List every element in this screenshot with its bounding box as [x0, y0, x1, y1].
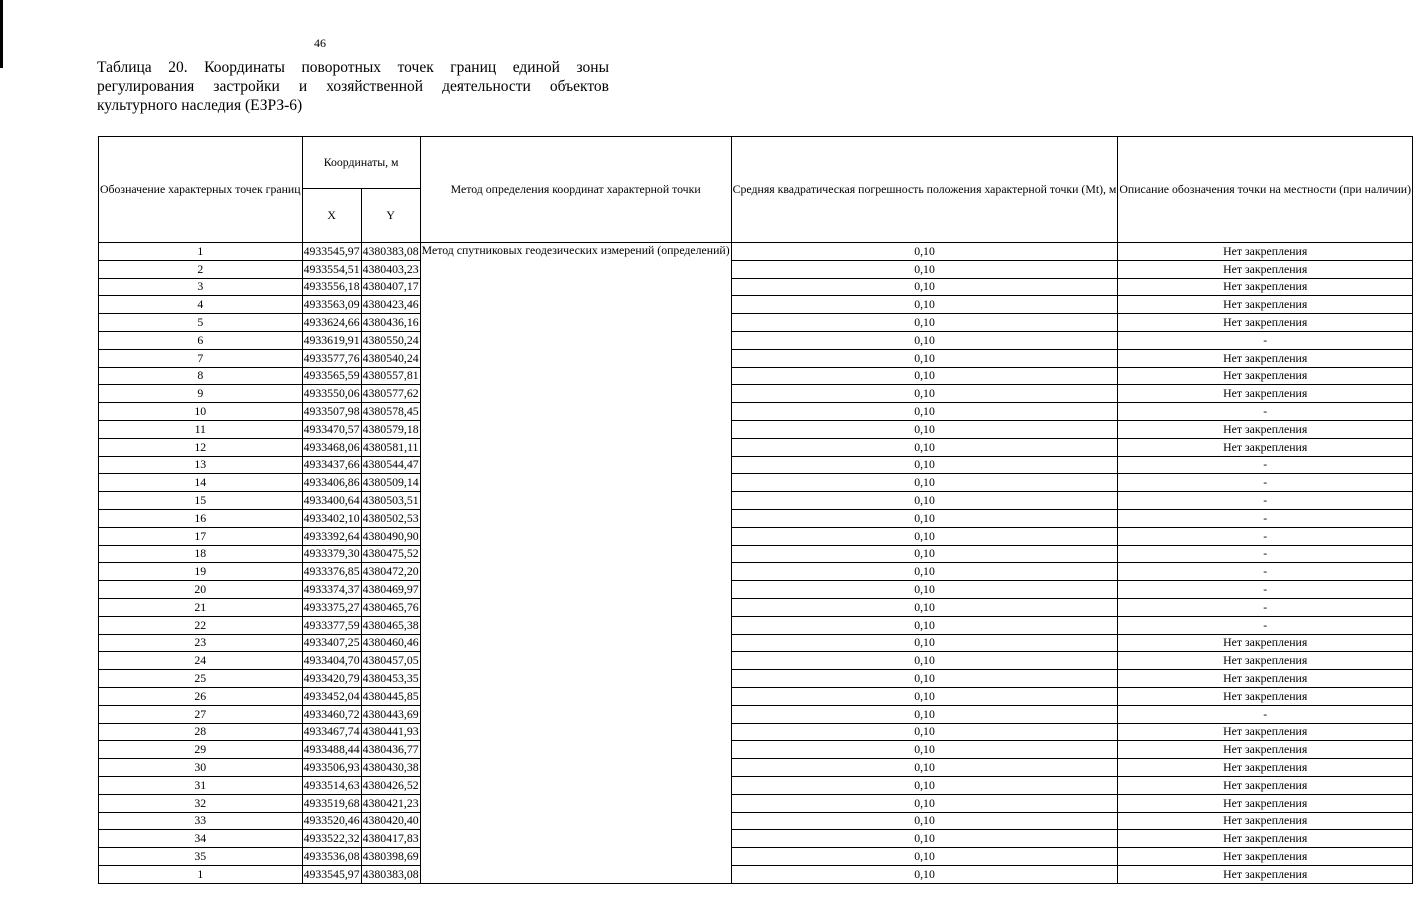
- cell-point: 13: [99, 456, 303, 474]
- header-method: Метод определения координат характерной точки: [420, 137, 731, 243]
- cell-y: 4380383,08: [361, 865, 420, 883]
- header-x: X: [302, 189, 361, 243]
- cell-x: 4933563,09: [302, 296, 361, 314]
- cell-point: 22: [99, 616, 303, 634]
- cell-error: 0,10: [731, 581, 1118, 599]
- table-row: [99, 260, 1413, 278]
- cell-x: 4933519,68: [302, 794, 361, 812]
- cell-description: Нет закрепления: [1118, 243, 1413, 261]
- cell-x: 4933514,63: [302, 776, 361, 794]
- cell-error: 0,10: [731, 634, 1118, 652]
- cell-error: 0,10: [731, 776, 1118, 794]
- cell-error: 0,10: [731, 759, 1118, 777]
- cell-description: -: [1118, 581, 1413, 599]
- binding-edge-line: [0, 0, 3, 68]
- cell-y: 4380577,62: [361, 385, 420, 403]
- cell-error: 0,10: [731, 385, 1118, 403]
- cell-point: 4: [99, 296, 303, 314]
- cell-description: -: [1118, 705, 1413, 723]
- cell-x: 4933545,97: [302, 243, 361, 261]
- cell-error: 0,10: [731, 545, 1118, 563]
- table-row: [99, 563, 1413, 581]
- cell-point: 7: [99, 349, 303, 367]
- cell-description: Нет закрепления: [1118, 314, 1413, 332]
- cell-x: 4933565,59: [302, 367, 361, 385]
- cell-error: 0,10: [731, 243, 1118, 261]
- cell-point: 9: [99, 385, 303, 403]
- cell-y: 4380441,93: [361, 723, 420, 741]
- cell-error: 0,10: [731, 687, 1118, 705]
- table-row: [99, 741, 1413, 759]
- cell-description: -: [1118, 403, 1413, 421]
- table-row: [99, 420, 1413, 438]
- table-row: [99, 509, 1413, 527]
- table-caption: Таблица 20. Координаты поворотных точек границ единой зоны регулирования застройки и хозяйственной деятельности объектов культурного наследия (ЕЗРЗ-6): [97, 59, 609, 114]
- cell-y: 4380578,45: [361, 403, 420, 421]
- header-description: Описание обозначения точки на местности (при наличии): [1118, 137, 1413, 243]
- cell-point: 27: [99, 705, 303, 723]
- cell-x: 4933407,25: [302, 634, 361, 652]
- table-row: [99, 314, 1413, 332]
- table-row: [99, 687, 1413, 705]
- cell-error: 0,10: [731, 260, 1118, 278]
- cell-y: 4380502,53: [361, 509, 420, 527]
- cell-error: 0,10: [731, 278, 1118, 296]
- cell-x: 4933452,04: [302, 687, 361, 705]
- page-number: 46: [314, 36, 326, 50]
- cell-point: 2: [99, 260, 303, 278]
- table-row: [99, 723, 1413, 741]
- cell-point: 29: [99, 741, 303, 759]
- cell-x: 4933536,08: [302, 848, 361, 866]
- cell-y: 4380436,77: [361, 741, 420, 759]
- cell-x: 4933522,32: [302, 830, 361, 848]
- cell-error: 0,10: [731, 670, 1118, 688]
- cell-error: 0,10: [731, 794, 1118, 812]
- cell-x: 4933468,06: [302, 438, 361, 456]
- cell-error: 0,10: [731, 848, 1118, 866]
- cell-description: Нет закрепления: [1118, 385, 1413, 403]
- cell-point: 5: [99, 314, 303, 332]
- cell-x: 4933377,59: [302, 616, 361, 634]
- cell-description: Нет закрепления: [1118, 652, 1413, 670]
- cell-y: 4380579,18: [361, 420, 420, 438]
- cell-error: 0,10: [731, 563, 1118, 581]
- cell-point: 3: [99, 278, 303, 296]
- table-row: [99, 616, 1413, 634]
- cell-description: Нет закрепления: [1118, 759, 1413, 777]
- cell-point: 1: [99, 865, 303, 883]
- cell-y: 4380469,97: [361, 581, 420, 599]
- cell-x: 4933406,86: [302, 474, 361, 492]
- cell-error: 0,10: [731, 509, 1118, 527]
- cell-description: Нет закрепления: [1118, 438, 1413, 456]
- cell-y: 4380509,14: [361, 474, 420, 492]
- table-row: [99, 527, 1413, 545]
- cell-method: Метод спутниковых геодезических измерений (определений): [420, 243, 731, 884]
- cell-description: Нет закрепления: [1118, 865, 1413, 883]
- cell-x: 4933520,46: [302, 812, 361, 830]
- cell-point: 30: [99, 759, 303, 777]
- cell-point: 14: [99, 474, 303, 492]
- header-y: Y: [361, 189, 420, 243]
- cell-y: 4380436,16: [361, 314, 420, 332]
- cell-description: Нет закрепления: [1118, 296, 1413, 314]
- cell-y: 4380465,76: [361, 598, 420, 616]
- cell-point: 16: [99, 509, 303, 527]
- cell-x: 4933374,37: [302, 581, 361, 599]
- cell-description: -: [1118, 331, 1413, 349]
- cell-y: 4380540,24: [361, 349, 420, 367]
- cell-error: 0,10: [731, 865, 1118, 883]
- cell-y: 4380417,83: [361, 830, 420, 848]
- cell-error: 0,10: [731, 492, 1118, 510]
- cell-y: 4380475,52: [361, 545, 420, 563]
- cell-y: 4380490,90: [361, 527, 420, 545]
- cell-description: Нет закрепления: [1118, 278, 1413, 296]
- table-row: [99, 865, 1413, 883]
- cell-description: -: [1118, 456, 1413, 474]
- cell-point: 10: [99, 403, 303, 421]
- cell-x: 4933420,79: [302, 670, 361, 688]
- table-row: [99, 403, 1413, 421]
- cell-error: 0,10: [731, 474, 1118, 492]
- table-row: [99, 243, 1413, 261]
- cell-y: 4380550,24: [361, 331, 420, 349]
- cell-point: 31: [99, 776, 303, 794]
- cell-x: 4933506,93: [302, 759, 361, 777]
- header-error: Средняя квадратическая погрешность положения характерной точки (Mt), м: [731, 137, 1118, 243]
- coordinates-table: [98, 136, 1413, 884]
- cell-x: 4933545,97: [302, 865, 361, 883]
- cell-y: 4380443,69: [361, 705, 420, 723]
- cell-error: 0,10: [731, 331, 1118, 349]
- table-row: [99, 278, 1413, 296]
- cell-y: 4380426,52: [361, 776, 420, 794]
- cell-error: 0,10: [731, 456, 1118, 474]
- table-row: [99, 492, 1413, 510]
- cell-point: 15: [99, 492, 303, 510]
- table-row: [99, 670, 1413, 688]
- cell-error: 0,10: [731, 349, 1118, 367]
- cell-point: 34: [99, 830, 303, 848]
- cell-description: Нет закрепления: [1118, 349, 1413, 367]
- cell-error: 0,10: [731, 723, 1118, 741]
- cell-y: 4380581,11: [361, 438, 420, 456]
- table-row: [99, 331, 1413, 349]
- cell-point: 1: [99, 243, 303, 261]
- table-row: [99, 296, 1413, 314]
- cell-point: 18: [99, 545, 303, 563]
- table-row: [99, 794, 1413, 812]
- table-row: [99, 456, 1413, 474]
- cell-x: 4933624,66: [302, 314, 361, 332]
- cell-x: 4933400,64: [302, 492, 361, 510]
- cell-x: 4933619,91: [302, 331, 361, 349]
- cell-y: 4380465,38: [361, 616, 420, 634]
- cell-x: 4933437,66: [302, 456, 361, 474]
- cell-point: 17: [99, 527, 303, 545]
- cell-description: -: [1118, 616, 1413, 634]
- table-row: [99, 545, 1413, 563]
- table-row: [99, 759, 1413, 777]
- cell-description: Нет закрепления: [1118, 794, 1413, 812]
- cell-description: Нет закрепления: [1118, 634, 1413, 652]
- cell-x: 4933375,27: [302, 598, 361, 616]
- table-row: [99, 705, 1413, 723]
- cell-point: 19: [99, 563, 303, 581]
- cell-description: -: [1118, 598, 1413, 616]
- table-row: [99, 581, 1413, 599]
- cell-error: 0,10: [731, 705, 1118, 723]
- table-row: [99, 367, 1413, 385]
- cell-x: 4933507,98: [302, 403, 361, 421]
- table-row: [99, 474, 1413, 492]
- table-row: [99, 830, 1413, 848]
- cell-y: 4380420,40: [361, 812, 420, 830]
- cell-x: 4933556,18: [302, 278, 361, 296]
- cell-error: 0,10: [731, 527, 1118, 545]
- cell-point: 33: [99, 812, 303, 830]
- cell-x: 4933577,76: [302, 349, 361, 367]
- cell-point: 32: [99, 794, 303, 812]
- cell-description: Нет закрепления: [1118, 830, 1413, 848]
- cell-y: 4380398,69: [361, 848, 420, 866]
- table-row: [99, 652, 1413, 670]
- cell-point: 11: [99, 420, 303, 438]
- cell-description: -: [1118, 474, 1413, 492]
- cell-x: 4933550,06: [302, 385, 361, 403]
- cell-description: -: [1118, 527, 1413, 545]
- cell-point: 8: [99, 367, 303, 385]
- cell-error: 0,10: [731, 296, 1118, 314]
- table-row: [99, 848, 1413, 866]
- cell-y: 4380445,85: [361, 687, 420, 705]
- cell-description: Нет закрепления: [1118, 723, 1413, 741]
- table-row: [99, 776, 1413, 794]
- cell-x: 4933467,74: [302, 723, 361, 741]
- table-row: [99, 598, 1413, 616]
- cell-description: Нет закрепления: [1118, 367, 1413, 385]
- cell-x: 4933554,51: [302, 260, 361, 278]
- cell-y: 4380421,23: [361, 794, 420, 812]
- cell-y: 4380460,46: [361, 634, 420, 652]
- cell-description: -: [1118, 545, 1413, 563]
- cell-description: Нет закрепления: [1118, 812, 1413, 830]
- table-row: [99, 438, 1413, 456]
- cell-description: Нет закрепления: [1118, 741, 1413, 759]
- cell-y: 4380457,05: [361, 652, 420, 670]
- cell-error: 0,10: [731, 741, 1118, 759]
- cell-description: Нет закрепления: [1118, 848, 1413, 866]
- cell-error: 0,10: [731, 830, 1118, 848]
- cell-y: 4380407,17: [361, 278, 420, 296]
- cell-error: 0,10: [731, 367, 1118, 385]
- cell-point: 23: [99, 634, 303, 652]
- cell-x: 4933379,30: [302, 545, 361, 563]
- cell-point: 12: [99, 438, 303, 456]
- cell-y: 4380544,47: [361, 456, 420, 474]
- cell-error: 0,10: [731, 403, 1118, 421]
- cell-description: -: [1118, 563, 1413, 581]
- cell-error: 0,10: [731, 314, 1118, 332]
- cell-error: 0,10: [731, 812, 1118, 830]
- table-row: [99, 385, 1413, 403]
- cell-description: Нет закрепления: [1118, 776, 1413, 794]
- table-row: [99, 812, 1413, 830]
- cell-error: 0,10: [731, 616, 1118, 634]
- cell-description: Нет закрепления: [1118, 260, 1413, 278]
- cell-point: 25: [99, 670, 303, 688]
- cell-y: 4380557,81: [361, 367, 420, 385]
- cell-y: 4380430,38: [361, 759, 420, 777]
- cell-description: Нет закрепления: [1118, 670, 1413, 688]
- cell-x: 4933402,10: [302, 509, 361, 527]
- cell-x: 4933488,44: [302, 741, 361, 759]
- cell-point: 24: [99, 652, 303, 670]
- cell-point: 21: [99, 598, 303, 616]
- cell-point: 26: [99, 687, 303, 705]
- cell-y: 4380423,46: [361, 296, 420, 314]
- cell-x: 4933404,70: [302, 652, 361, 670]
- cell-description: -: [1118, 492, 1413, 510]
- cell-point: 28: [99, 723, 303, 741]
- cell-y: 4380503,51: [361, 492, 420, 510]
- header-coordinates: Координаты, м: [302, 137, 420, 189]
- cell-x: 4933392,64: [302, 527, 361, 545]
- cell-point: 20: [99, 581, 303, 599]
- cell-error: 0,10: [731, 420, 1118, 438]
- cell-description: Нет закрепления: [1118, 687, 1413, 705]
- cell-point: 35: [99, 848, 303, 866]
- cell-y: 4380472,20: [361, 563, 420, 581]
- cell-description: -: [1118, 509, 1413, 527]
- cell-error: 0,10: [731, 438, 1118, 456]
- cell-y: 4380403,23: [361, 260, 420, 278]
- cell-description: Нет закрепления: [1118, 420, 1413, 438]
- cell-x: 4933376,85: [302, 563, 361, 581]
- cell-error: 0,10: [731, 598, 1118, 616]
- cell-x: 4933460,72: [302, 705, 361, 723]
- table-row: [99, 349, 1413, 367]
- cell-point: 6: [99, 331, 303, 349]
- cell-x: 4933470,57: [302, 420, 361, 438]
- table-row: [99, 634, 1413, 652]
- header-point: Обозначение характерных точек границ: [99, 137, 303, 243]
- table-body: [99, 243, 1413, 884]
- cell-y: 4380453,35: [361, 670, 420, 688]
- cell-y: 4380383,08: [361, 243, 420, 261]
- cell-error: 0,10: [731, 652, 1118, 670]
